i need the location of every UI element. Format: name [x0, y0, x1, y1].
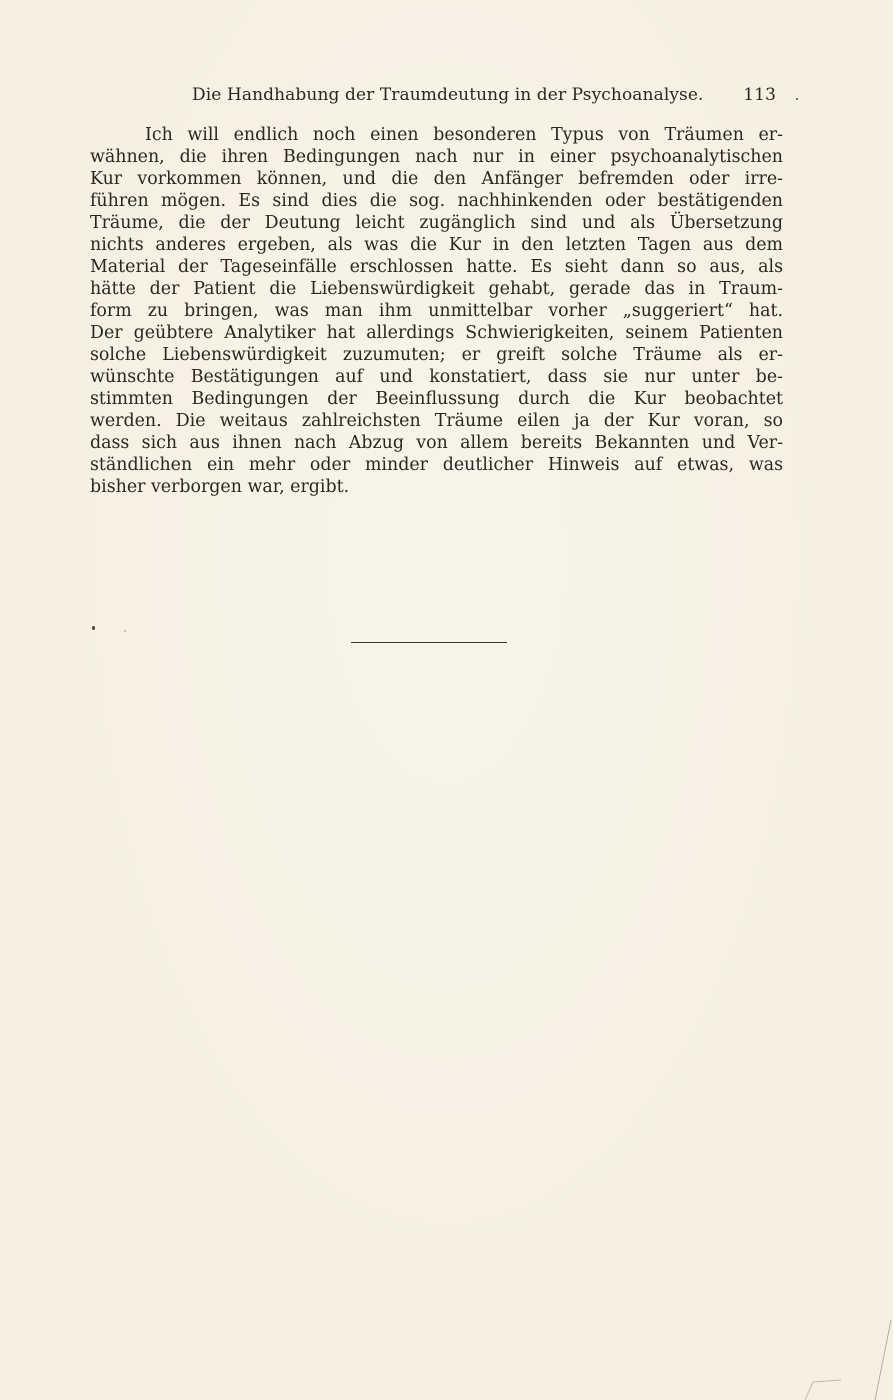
text-line: stimmten Bedingungen der Beeinflussung durch die Kur beobachtet	[90, 389, 783, 409]
header-title: Die Handhabung der Traumdeutung in der Psychoanalyse.	[192, 85, 704, 105]
body-paragraph	[90, 124, 783, 498]
running-header	[192, 84, 776, 106]
text-line: dass sich aus ihnen nach Abzug von allem bereits Bekannten und Ver-	[90, 433, 783, 453]
text-line: wünschte Bestätigungen auf und konstatiert, dass sie nur unter be-	[90, 367, 783, 387]
text-line: bisher verborgen war, ergibt.	[90, 477, 350, 497]
text-line: werden. Die weitaus zahlreichsten Träume eilen ja der Kur voran, so	[90, 411, 783, 431]
scan-speck	[124, 630, 126, 632]
page-corner-crease	[803, 1310, 893, 1400]
text-line: Träume, die der Deutung leicht zugänglich sind und als Übersetzung	[90, 213, 783, 233]
text-line: solche Liebenswürdigkeit zuzumuten; er greift solche Träume als er-	[90, 345, 783, 365]
scan-speck	[796, 98, 798, 100]
text-line: führen mögen. Es sind dies die sog. nachhinkenden oder bestätigenden	[90, 191, 783, 211]
text-line: ständlichen ein mehr oder minder deutlicher Hinweis auf etwas, was	[90, 455, 783, 475]
text-line: form zu bringen, was man ihm unmittelbar vorher „suggeriert“ hat.	[90, 301, 783, 321]
text-line: Material der Tageseinfälle erschlossen hatte. Es sieht dann so aus, als	[90, 257, 783, 277]
text-line: hätte der Patient die Liebenswürdigkeit gehabt, gerade das in Traum-	[90, 279, 783, 299]
text-line: Der geübtere Analytiker hat allerdings Schwierigkeiten, seinem Patienten	[90, 323, 783, 343]
text-line: wähnen, die ihren Bedingungen nach nur in einer psychoanalytischen	[90, 147, 783, 167]
text-line: nichts anderes ergeben, als was die Kur in den letzten Tagen aus dem	[90, 235, 783, 255]
scan-speck	[92, 626, 95, 630]
text-line: Kur vorkommen können, und die den Anfänger befremden oder irre-	[90, 169, 783, 189]
text-line: Ich will endlich noch einen besonderen Typus von Träumen er-	[145, 125, 783, 145]
section-end-rule	[351, 642, 507, 643]
page-number: 113	[743, 85, 776, 105]
